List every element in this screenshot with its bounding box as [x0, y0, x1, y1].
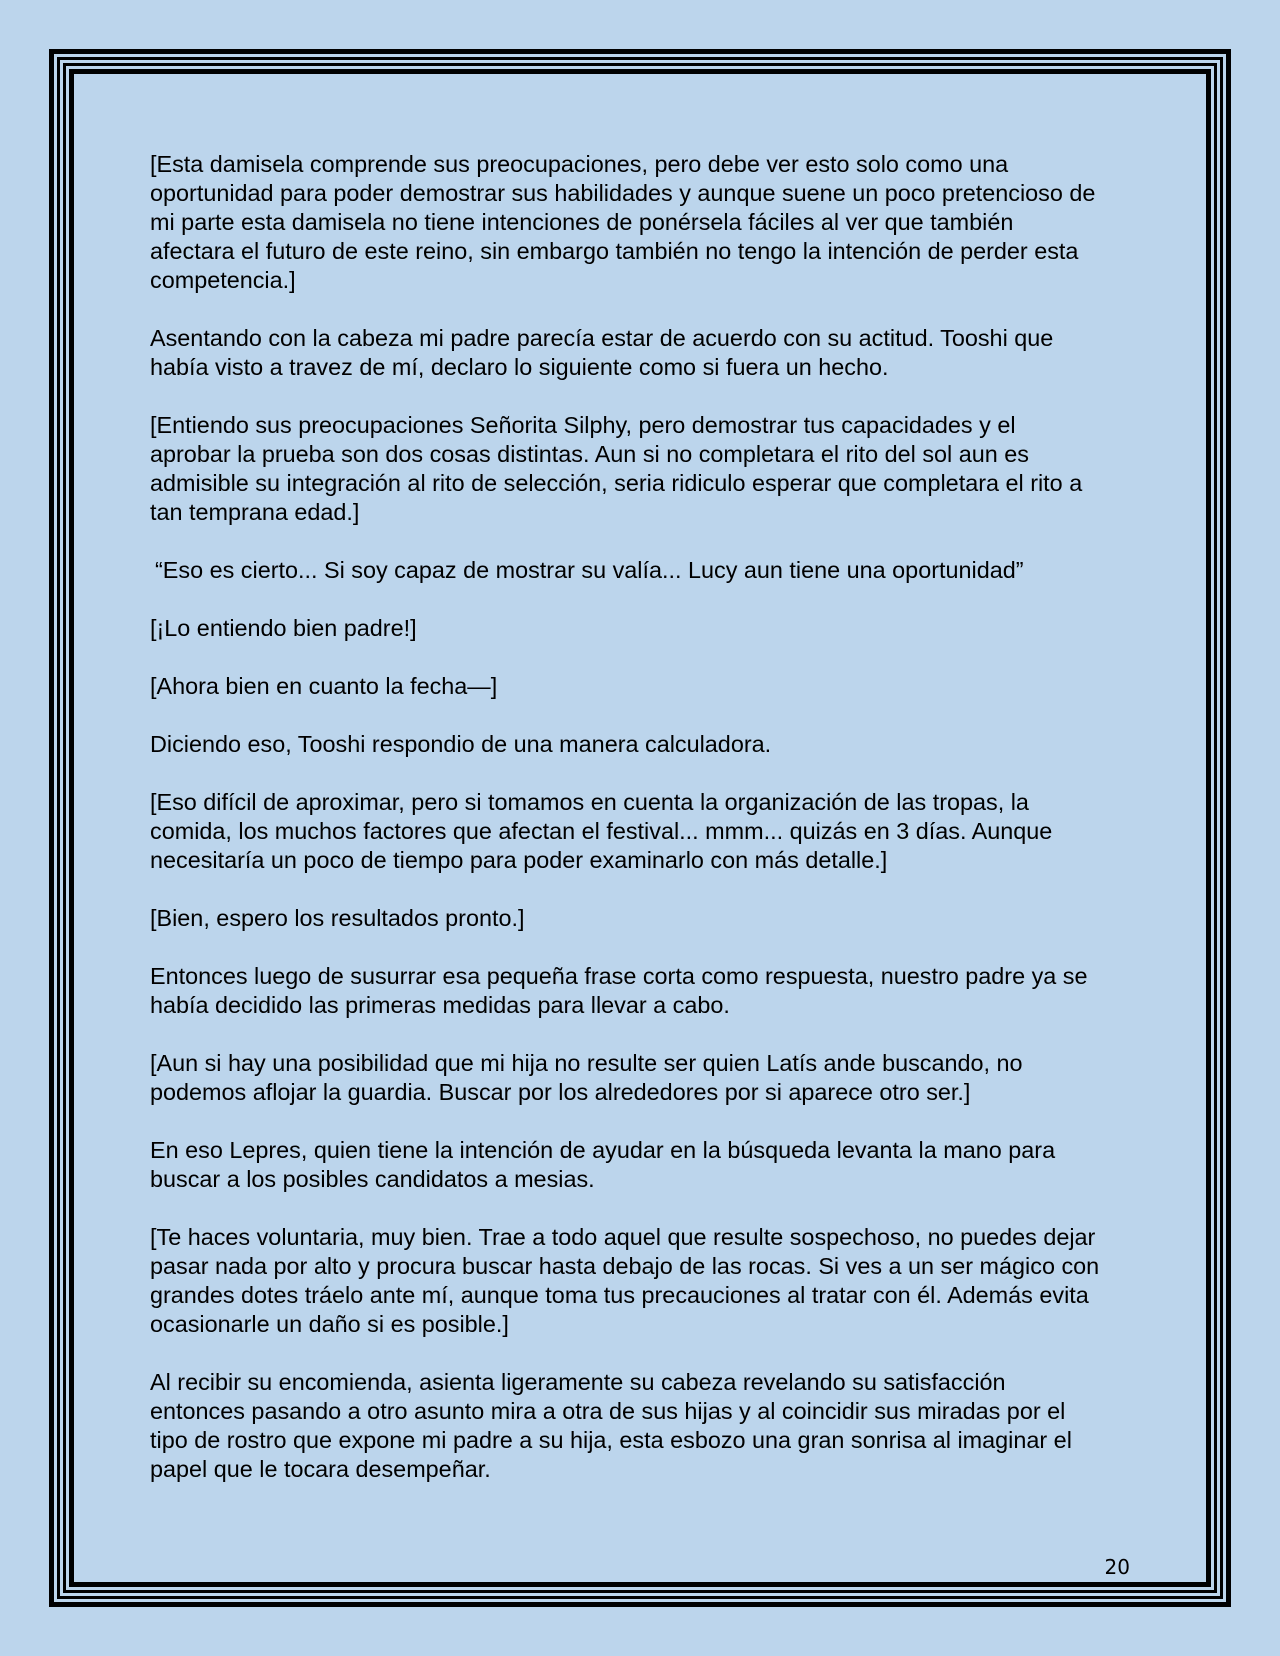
- paragraph-3: [Entiendo sus preocupaciones Señorita Silphy, pero demostrar tus capacidades y el aprobar la prueba son dos cosas distintas. Aun si no completara el rito del sol aun es admisible su integración al rito de selección, seria ridiculo esperar que completara el rito a tan temprana edad.]: [150, 412, 1083, 525]
- paragraph-1: [Esta damisela comprende sus preocupaciones, pero debe ver esto solo como una oportunidad para poder demostrar sus habilidades y aunque suene un poco pretencioso de mi parte esta damisela no tiene intenciones de ponérsela fáciles al ver que también afectara el futuro de este reino, sin embargo también no tengo la intención de perder esta competencia.]: [150, 151, 1096, 293]
- paragraph-9: [Bien, espero los resultados pronto.]: [150, 905, 525, 931]
- paragraph-2: Asentando con la cabeza mi padre parecía estar de acuerdo con su actitud. Tooshi que había visto a travez de mí, declaro lo siguiente como si fuera un hecho.: [150, 325, 1054, 380]
- page-text-body: [150, 150, 1100, 1513]
- paragraph-8: [Eso difícil de aproximar, pero si tomamos en cuenta la organización de las tropas, la comida, los muchos factores que afectan el festival... mmm... quizás en 3 días. Aunque necesitaría un poco de tiempo para poder examinarlo con más detalle.]: [150, 789, 1053, 873]
- paragraph-13: [Te haces voluntaria, muy bien. Trae a todo aquel que resulte sospechoso, no puedes dejar pasar nada por alto y procura buscar hasta debajo de las rocas. Si ves a un ser mágico con grandes dotes tráelo ante mí, aunque toma tus precauciones al tratar con él. Además evita ocasionarle un daño si es posible.]: [150, 1224, 1100, 1337]
- paragraph-10: Entonces luego de susurrar esa pequeña frase corta como respuesta, nuestro padre ya se había decidido las primeras medidas para llevar a cabo.: [150, 963, 1088, 1018]
- paragraph-5: [¡Lo entiendo bien padre!]: [150, 615, 417, 641]
- paragraph-14: Al recibir su encomienda, asienta ligeramente su cabeza revelando su satisfacción entonces pasando a otro asunto mira a otra de sus hijas y al coincidir sus miradas por el tipo de rostro que expone mi padre a su hija, esta esbozo una gran sonrisa al imaginar el papel que le tocara desempeñar.: [150, 1369, 1072, 1482]
- paragraph-12: En eso Lepres, quien tiene la intención de ayudar en la búsqueda levanta la mano para buscar a los posibles candidatos a mesias.: [150, 1137, 1056, 1192]
- paragraph-11: [Aun si hay una posibilidad que mi hija no resulte ser quien Latís ande buscando, no podemos aflojar la guardia. Buscar por los alrededores por si aparece otro ser.]: [150, 1050, 1023, 1105]
- page-number: 20: [1104, 1555, 1130, 1579]
- paragraph-4: “Eso es cierto... Si soy capaz de mostrar su valía... Lucy aun tiene una oportunidad”: [155, 557, 1024, 583]
- paragraph-6: [Ahora bien en cuanto la fecha—]: [150, 673, 498, 699]
- paragraph-7: Diciendo eso, Tooshi respondio de una manera calculadora.: [150, 731, 772, 757]
